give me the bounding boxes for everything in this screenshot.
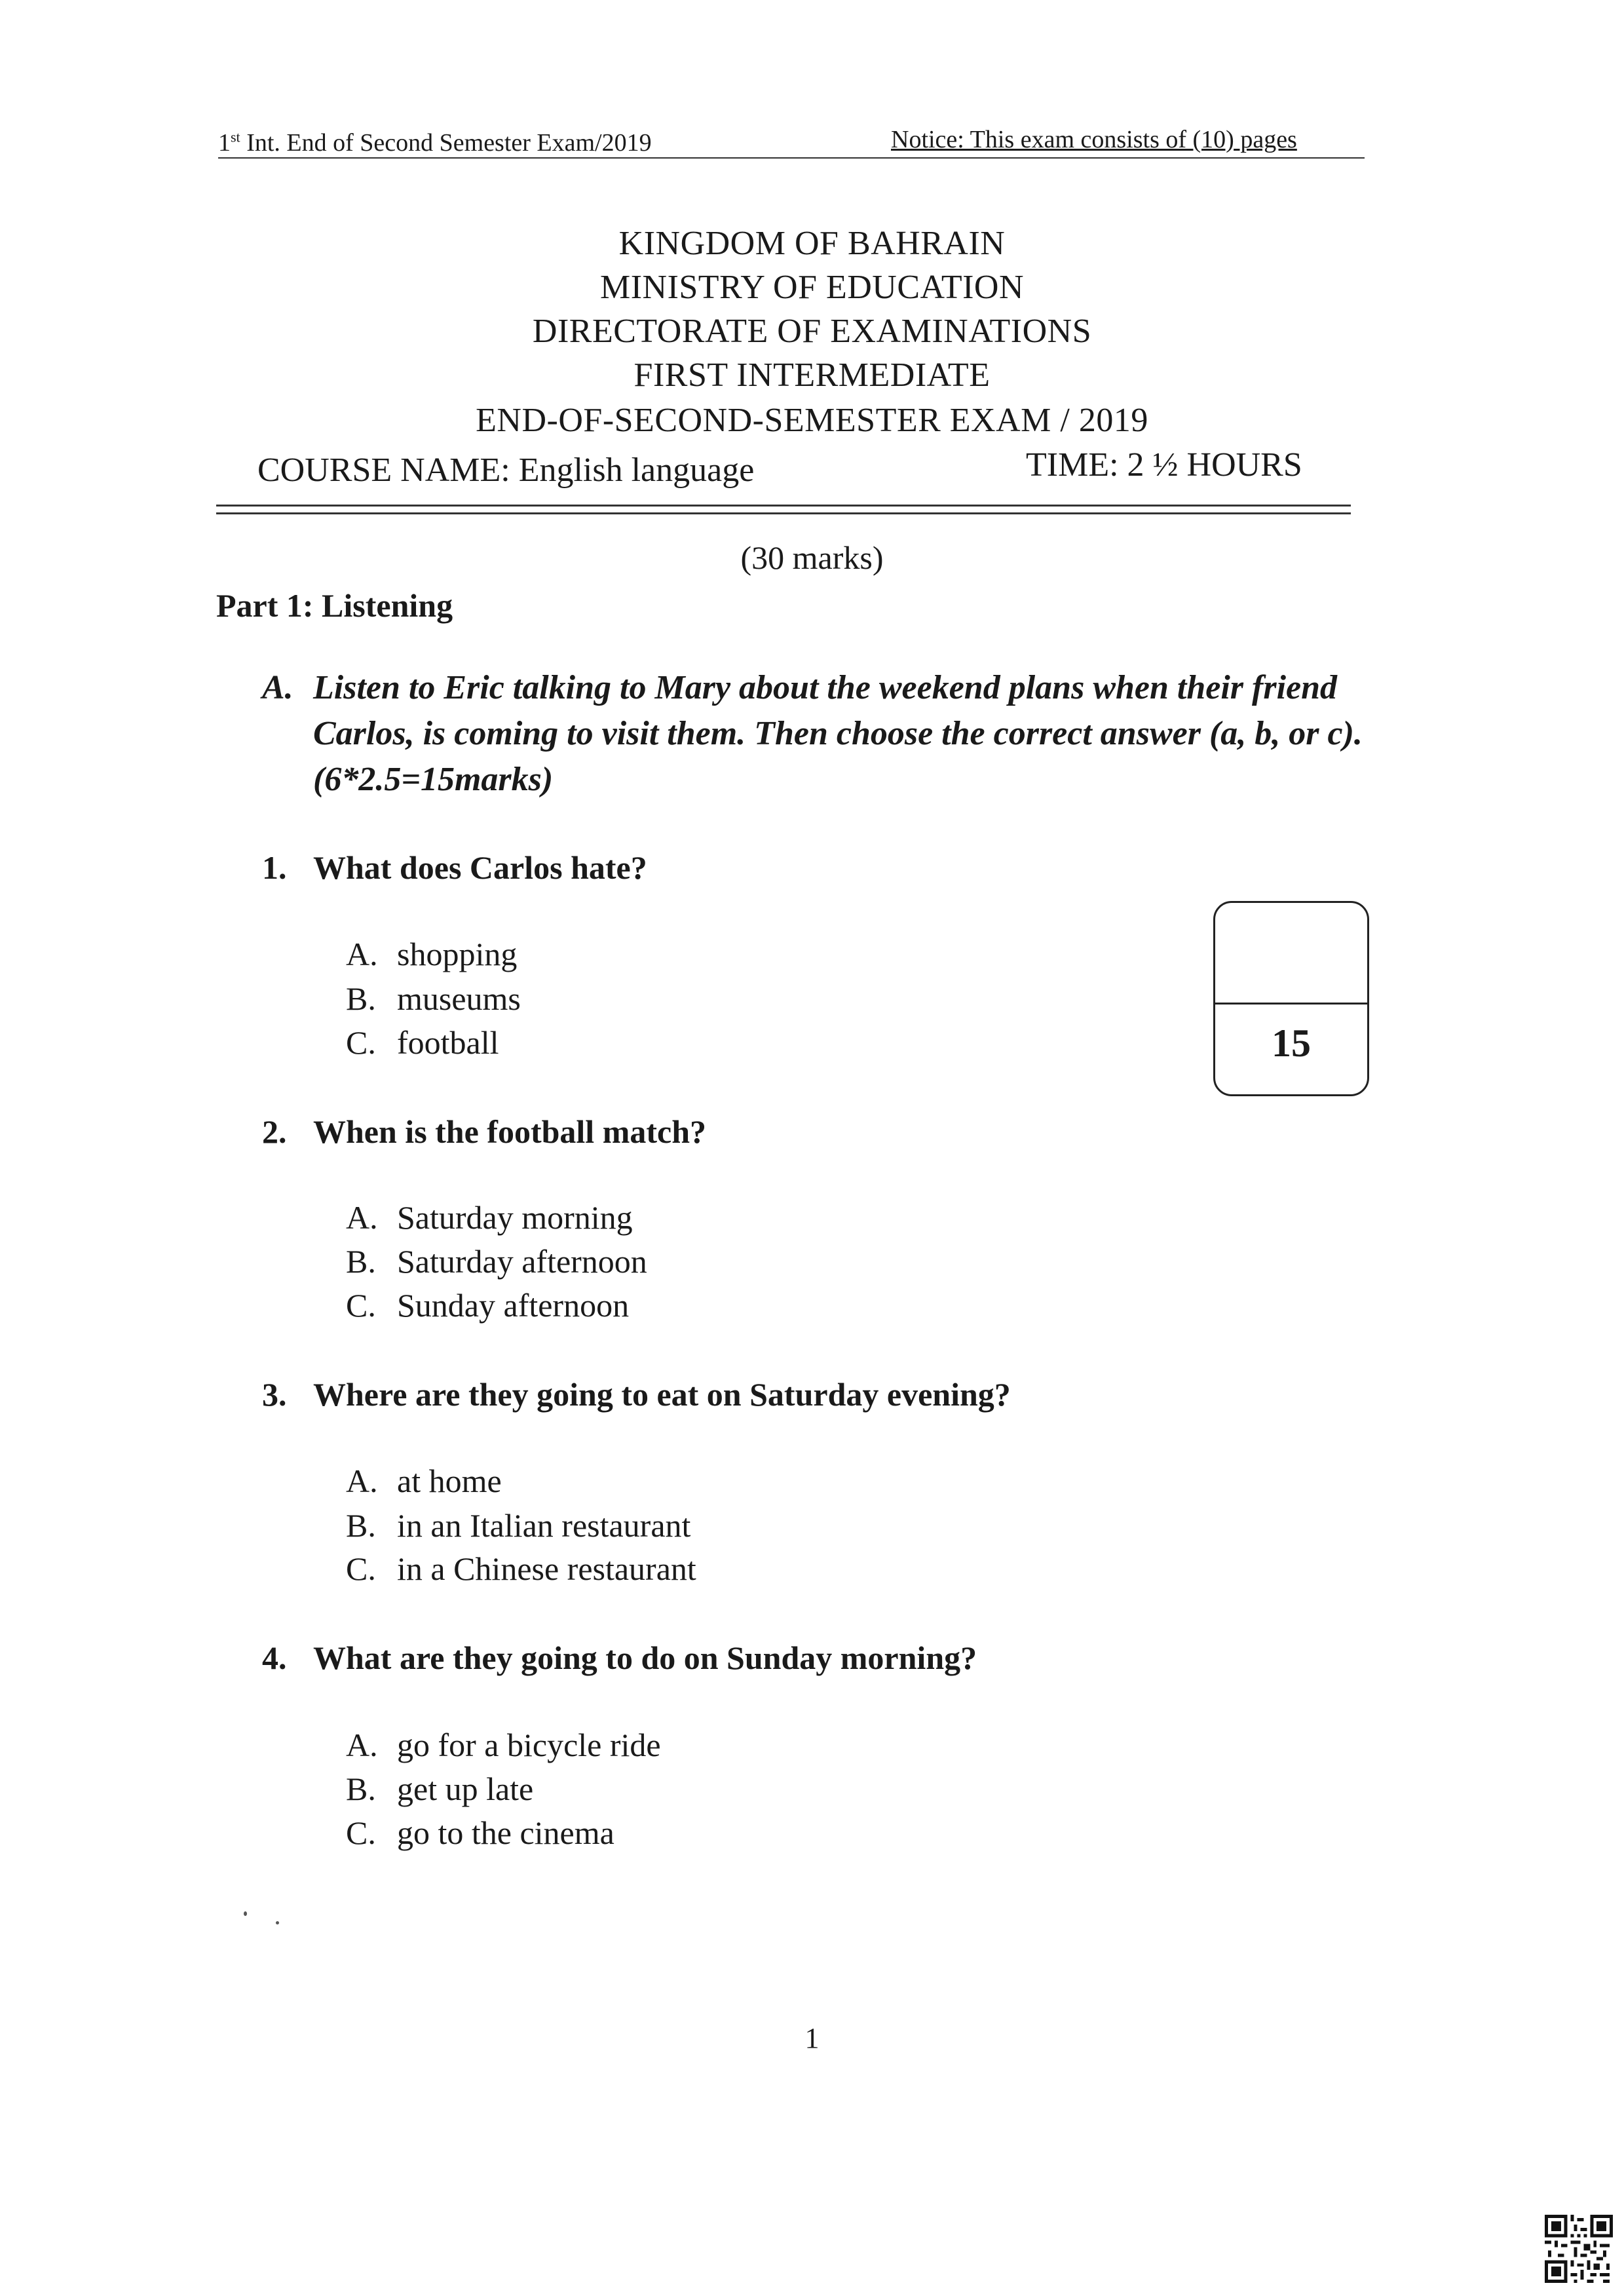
q4-option-a[interactable] xyxy=(346,1726,661,1764)
option-letter: C. xyxy=(346,1024,376,1061)
q1-option-b[interactable] xyxy=(346,980,521,1018)
question-text: When is the football match? xyxy=(313,1113,706,1150)
question-number: 3. xyxy=(262,1376,287,1413)
option-text: Saturday morning xyxy=(397,1199,633,1236)
part-title: Part 1: Listening xyxy=(216,587,453,624)
option-text: Sunday afternoon xyxy=(397,1287,630,1324)
question-text: What are they going to do on Sunday morning? xyxy=(313,1639,977,1676)
q2-option-a[interactable] xyxy=(346,1198,633,1236)
section-letter: A. xyxy=(262,669,293,706)
title-level: FIRST INTERMEDIATE xyxy=(633,356,991,394)
q4-option-c[interactable] xyxy=(346,1814,614,1852)
question-1 xyxy=(262,849,647,887)
scan-speck xyxy=(244,1911,247,1916)
question-number: 2. xyxy=(262,1113,287,1150)
title-ministry: MINISTRY OF EDUCATION xyxy=(599,269,1025,306)
option-letter: C. xyxy=(346,1287,376,1324)
option-text: go to the cinema xyxy=(397,1814,614,1851)
notice-prefix: Notice: This exam consists of xyxy=(891,126,1193,153)
option-text: museums xyxy=(397,980,521,1017)
score-box-max: 15 xyxy=(1272,1022,1311,1065)
title-exam: END-OF-SECOND-SEMESTER EXAM / 2019 xyxy=(476,402,1148,439)
option-text: Saturday afternoon xyxy=(397,1243,647,1280)
question-3 xyxy=(262,1375,1011,1413)
exam-ordinal: 1 xyxy=(218,129,231,157)
option-letter: C. xyxy=(346,1814,376,1851)
page-count-notice xyxy=(891,125,1297,154)
q4-option-b[interactable] xyxy=(346,1770,533,1808)
question-number: 4. xyxy=(262,1639,287,1676)
q2-option-c[interactable] xyxy=(346,1286,629,1324)
exam-label: Int. End of Second Semester Exam/2019 xyxy=(240,129,652,157)
exam-ordinal-suffix: st xyxy=(231,128,240,145)
header-underline xyxy=(218,157,1365,159)
exam-duration: TIME: 2 ½ HOURS xyxy=(1026,446,1302,484)
q3-option-c[interactable] xyxy=(346,1550,696,1588)
score-box xyxy=(1213,901,1369,1096)
option-text: shopping xyxy=(397,936,518,972)
q3-option-b[interactable] xyxy=(346,1506,690,1544)
double-rule-top xyxy=(216,505,1351,507)
option-letter: B. xyxy=(346,1507,376,1544)
course-name: COURSE NAME: English language xyxy=(257,451,755,489)
page-number: 1 xyxy=(804,2022,820,2054)
q3-option-a[interactable] xyxy=(346,1462,502,1500)
option-text: go for a bicycle ride xyxy=(397,1727,661,1763)
option-letter: B. xyxy=(346,1770,376,1807)
notice-pages-count: (10) xyxy=(1192,126,1234,153)
question-text: What does Carlos hate? xyxy=(313,849,647,886)
q2-option-b[interactable] xyxy=(346,1242,647,1280)
option-letter: A. xyxy=(346,936,378,972)
question-4 xyxy=(262,1639,977,1677)
option-text: get up late xyxy=(397,1770,534,1807)
notice-suffix: pages xyxy=(1234,126,1297,153)
double-rule-bottom xyxy=(216,512,1351,514)
option-letter: C. xyxy=(346,1550,376,1587)
q1-option-c[interactable] xyxy=(346,1024,499,1062)
question-text: Where are they going to eat on Saturday evening? xyxy=(313,1376,1011,1413)
section-instructions-text: Listen to Eric talking to Mary about the weekend plans when their friend Carlos, is coming to visit them. Then choose the correct answer (a, b, or c). (6*2.5=15marks) xyxy=(313,669,1363,798)
option-letter: A. xyxy=(346,1727,378,1763)
title-kingdom: KINGDOM OF BAHRAIN xyxy=(618,225,1006,262)
question-2 xyxy=(262,1113,706,1151)
option-letter: A. xyxy=(346,1199,378,1236)
q1-option-a[interactable] xyxy=(346,935,517,973)
qr-code-icon xyxy=(1545,2215,1613,2283)
option-text: at home xyxy=(397,1463,502,1499)
option-letter: A. xyxy=(346,1463,378,1499)
total-marks: (30 marks) xyxy=(740,539,884,576)
option-text: in a Chinese restaurant xyxy=(397,1550,696,1587)
option-letter: B. xyxy=(346,1243,376,1280)
option-text: football xyxy=(397,1024,499,1061)
question-number: 1. xyxy=(262,849,287,886)
exam-header-label xyxy=(218,128,652,157)
option-text: in an Italian restaurant xyxy=(397,1507,691,1544)
title-directorate: DIRECTORATE OF EXAMINATIONS xyxy=(532,313,1092,350)
score-box-divider xyxy=(1215,1003,1367,1004)
scan-speck xyxy=(276,1921,279,1924)
option-letter: B. xyxy=(346,980,376,1017)
